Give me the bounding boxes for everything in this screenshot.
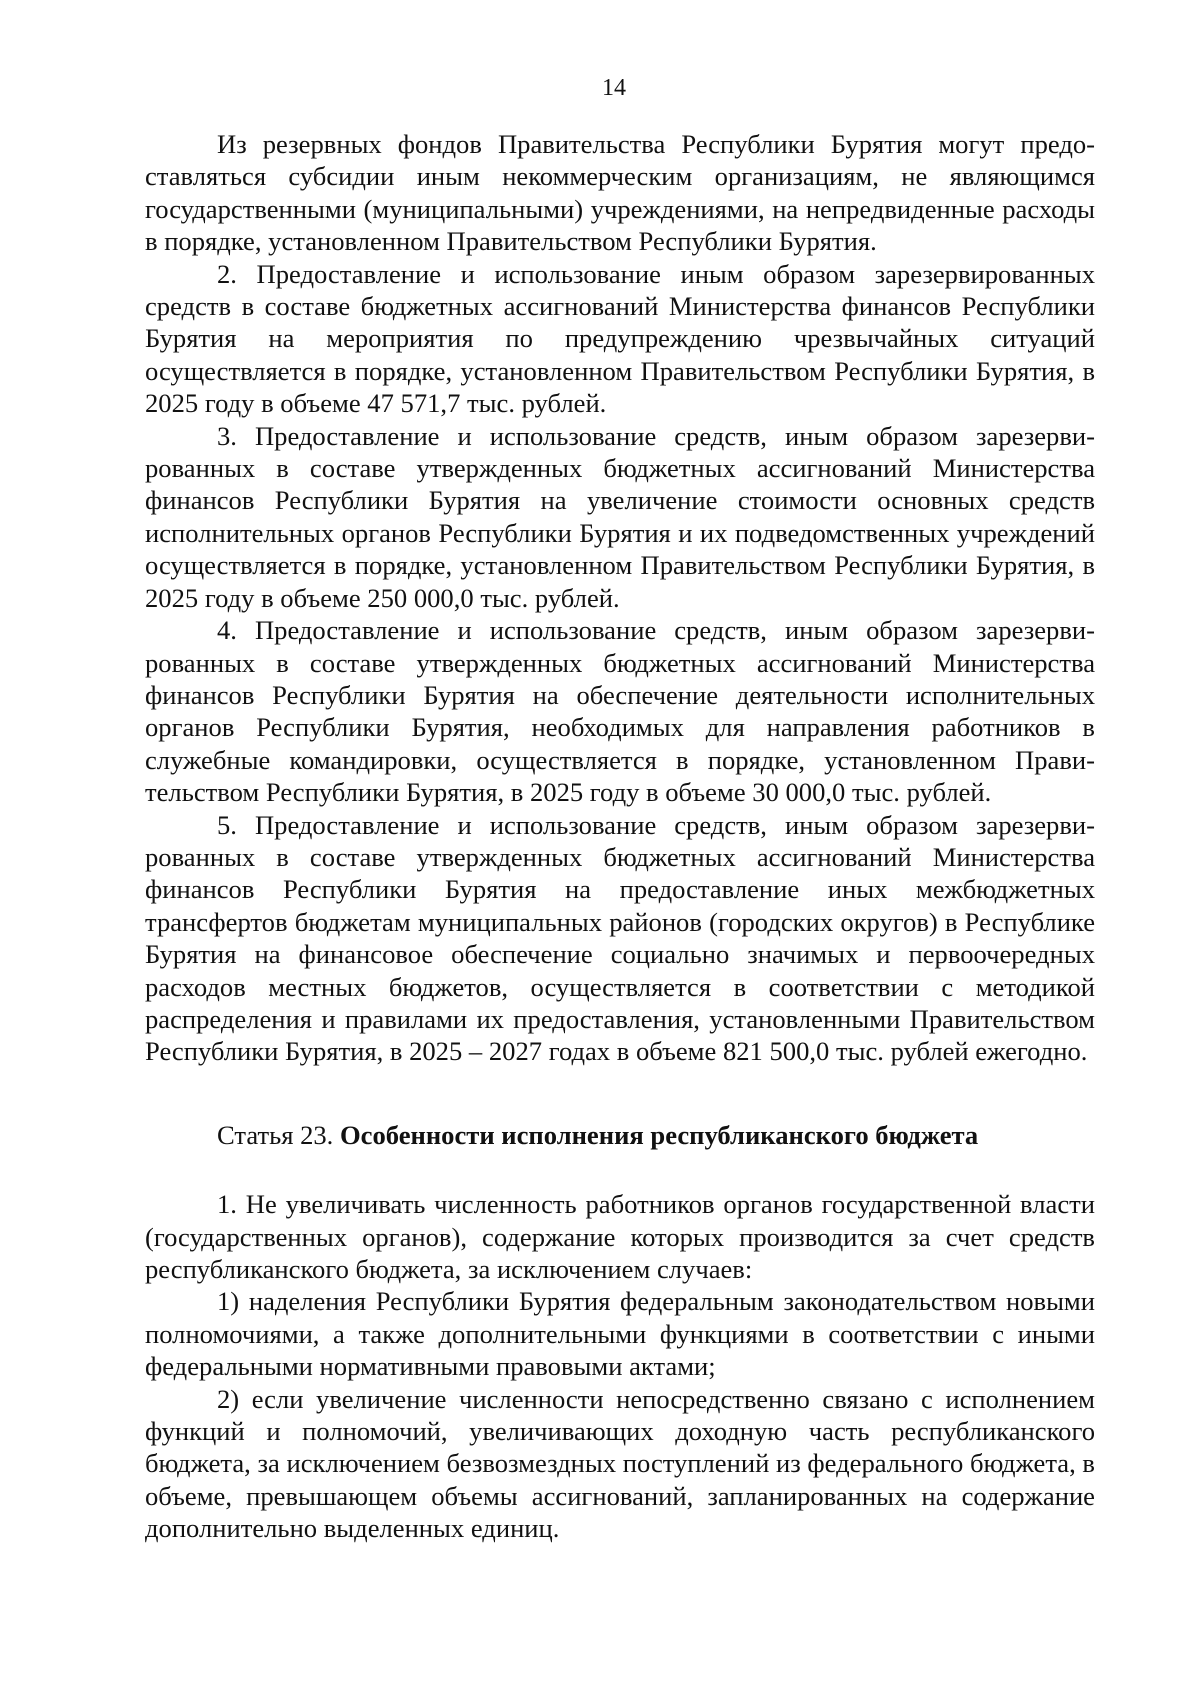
paragraph-item-5: 5. Предоставление и использование средств, иным образом зарезервированных в составе утвержденных бюджетных ассигнований Министерства финансов Республики Бурятия на предоставление иных межбюджетных трансфертов бюджетам муниципальных районов (городских округов) в Республике Бурятия на финансовое обеспечение социально значимых и первоочередных расходов местных бюджетов, осуществляется в соответствии с методикой распределения и правилами их предоставления, установленными Правительством Республики Бурятия, в 2025 – 2027 годах в объеме 821 500,0 тыс. рублей ежегодно. — [145, 809, 1095, 1067]
paragraph-item-2: 2. Предоставление и использование иным образом зарезервированных средств в составе бюджетных ассигнований Министерства финансов Республики Бурятия на мероприятия по предупреждению чрезвычайных ситуаций осуществляется в порядке, установленном Правительством Республики Бурятия, в 2025 году в объеме 47 571,7 тыс. рублей. — [145, 258, 1095, 419]
article-number: Статья 23. — [217, 1119, 340, 1150]
paragraph-reserve-funds: Из резервных фондов Правительства Республики Бурятия могут предоставляться субсидии иным некоммерческим организациям, не являющимся государственными (муниципальными) учреждениями, на непредвиденные расходы в порядке, установленном Правительством Республики Бурятия. — [145, 129, 1095, 257]
paragraph-item-4: 4. Предоставление и использование средств, иным образом зарезервированных в составе утвержденных бюджетных ассигнований Министерства финансов Республики Бурятия на обеспечение деятельности исполнительных органов Республики Бурятия, необходимых для направления работников в служебные командировки, осуществляется в порядке, установленном Правительством Республики Бурятия, в 2025 году в объеме 30 000,0 тыс. рублей. — [145, 615, 1095, 808]
document-body — [145, 128, 1095, 1545]
paragraph-article-item-1: 1. Не увеличивать численность работников органов государственной власти (государственных органов), содержание которых производится за счет средств республиканского бюджета, за исключением случаев: — [145, 1189, 1095, 1284]
article-title: Особенности исполнения республиканского бюджета — [339, 1119, 979, 1150]
article-heading — [145, 1119, 1095, 1151]
paragraph-subitem-1: 1) наделения Республики Бурятия федеральным законодательством новыми полномочиями, а также дополнительными функциями в соответствии с иными федеральными нормативными правовыми актами; — [145, 1286, 1095, 1382]
paragraph-item-3: 3. Предоставление и использование средств, иным образом зарезервированных в составе утвержденных бюджетных ассигнований Министерства финансов Республики Бурятия на увеличение стоимости основных средств исполнительных органов Республики Бурятия и их подведомственных учреждений осуществляется в порядке, установленном Правительством Республики Бурятия, в 2025 году в объеме 250 000,0 тыс. рублей. — [145, 420, 1095, 613]
page-number: 14 — [602, 75, 626, 101]
paragraph-subitem-2: 2) если увеличение численности непосредственно связано с исполнением функций и полномочий, увеличивающих доходную часть республиканского бюджета, за исключением безвозмездных поступлений из федерального бюджета, в объеме, превышающем объемы ассигнований, запланированных на содержание дополнительно выделенных единиц. — [145, 1383, 1095, 1544]
